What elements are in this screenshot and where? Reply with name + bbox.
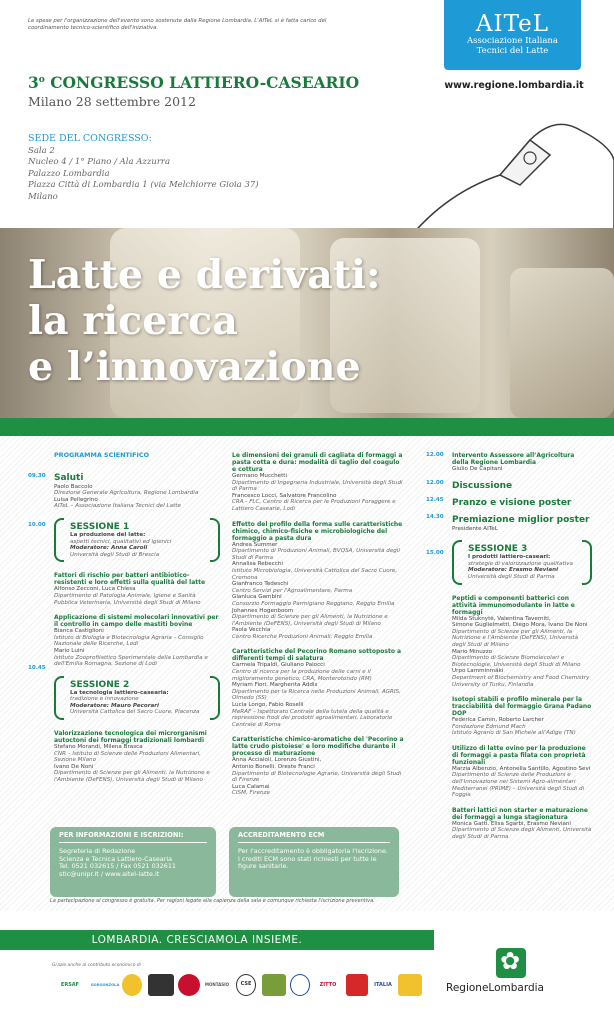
session-title: SESSIONE 1 bbox=[70, 521, 130, 532]
affiliation: Dipartimento di Scienze Biomolecolari e Biotecnologie, Università degli Studi di Milano bbox=[452, 655, 581, 668]
talk bbox=[232, 736, 404, 797]
speaker: Monica Gatti, Elisa Sgarbi, Erasmo Neviani bbox=[452, 820, 571, 827]
sponsor-logo bbox=[122, 974, 142, 996]
session-moderator: Moderatore: Erasmo Neviani bbox=[468, 567, 559, 574]
agenda-item: Pranzo e visione poster bbox=[452, 497, 572, 508]
affiliation: Istituto Zooprofilattico Sperimentale della Lombardia e dell'Emilia Romagna, Sezione di Lodi bbox=[54, 654, 208, 668]
talk bbox=[232, 452, 404, 513]
affiliation: MeRAF – Ispettorato Centrale della tutela della qualità e repressione frodi dei prodotti agroalimentari, Laboratorio Centrale di Roma bbox=[232, 708, 393, 728]
session-topic: La produzione del latte: bbox=[70, 531, 146, 538]
session-moderator: Moderatore: Mauro Pecorari bbox=[70, 702, 159, 709]
affiliation: Dipartimento di Scienze delle Produzioni e dell'Innovazione nei Sistemi Agro-alimentari Mediterranei (PRIME) – Università degli Studi di Foggia bbox=[452, 772, 585, 799]
sponsor-logo-zitto: ZITTO bbox=[319, 982, 337, 988]
speaker: Simone Guglielmetti, Diego Mora, Ivano De Noni bbox=[452, 622, 588, 629]
session-subtopic: aspetti tecnici, qualitativi ed igienici bbox=[70, 538, 172, 545]
slogan-text: LOMBARDIA. CRESCIAMOLA INSIEME. bbox=[91, 934, 303, 946]
main-title-line: la ricerca bbox=[28, 298, 238, 344]
ecm-heading: ACCREDITAMENTO ECM bbox=[238, 832, 390, 843]
affiliation: Department of Biochemistry and Food Chemistry University of Turku, Finlandia bbox=[452, 674, 590, 688]
speaker: Milda Stuknytė, Valentina Taverniti, bbox=[452, 615, 551, 622]
ecm-box bbox=[229, 827, 399, 897]
session-subtopic: tradizione e innovazione bbox=[70, 696, 139, 703]
talk bbox=[452, 807, 592, 841]
affiliation: Dipartimento di Biotecnologie Agrarie, Università degli Studi di Firenze bbox=[232, 770, 402, 784]
talk-title: Caratteristiche chimico-aromatiche del 'Pecorino a latte crudo pistoiese' e loro modifiche durante il processo di maturazione bbox=[232, 736, 404, 758]
time-label: 12.00 bbox=[426, 452, 444, 458]
affiliation: Dipartimento di Scienze per gli Alimenti, la Nutrizione e l'Ambiente (DeFENS), Università degli Studi di Milano bbox=[54, 770, 210, 784]
info-box bbox=[50, 827, 216, 897]
program-column-1 bbox=[54, 452, 220, 792]
affiliation: Centro Servizi per l'Agroalimentare, Parma bbox=[232, 587, 353, 594]
venue-line: Nucleo 4 / 1° Piano / Ala Azzurra bbox=[28, 157, 171, 168]
speaker: Federica Camin, Roberto Larcher bbox=[452, 717, 544, 724]
program-column-3 bbox=[452, 452, 592, 849]
talk bbox=[232, 521, 404, 641]
talk-title: Effetto del profilo della forma sulle caratteristiche chimico, chimico-fisiche e microbiologiche del formaggio a pasta dura bbox=[232, 520, 403, 542]
venue-line: Sala 2 bbox=[28, 145, 55, 156]
venue-line: Piazza Città di Lombardia 1 (via Melchiorre Gioia 37) bbox=[28, 180, 259, 191]
session-moderator: Moderatore: Anna Caroli bbox=[70, 545, 148, 552]
speaker: Annalisa Rebecchi bbox=[232, 561, 283, 568]
time-label: 12.45 bbox=[426, 497, 444, 503]
info-phone: Tel. 0521 032615 / Fax 0521 032611 bbox=[59, 862, 177, 871]
affiliation: CRA - FLC, Centro di Ricerca per le Produzioni Foraggere e Lattiero Casearie, Lodi bbox=[232, 499, 396, 512]
affiliation: Centro Ricerche Produzioni Animali, Reggio Emilia bbox=[232, 633, 373, 640]
info-line: Segreteria di Redazione bbox=[59, 847, 136, 856]
speaker: Paola Vecchia bbox=[232, 627, 271, 634]
speaker: Mario Luini bbox=[54, 647, 85, 654]
ecm-line: I crediti ECM sono stati richiesti per tutte le figure sanitarie. bbox=[238, 854, 377, 871]
info-heading: PER INFORMAZIONI E ISCRIZIONI: bbox=[59, 832, 207, 843]
speaker: Myriam Fiori, Margherita Addis bbox=[232, 682, 318, 689]
talk-title: Le dimensioni dei granuli di cagliata di formaggi a pasta cotta e dura: modalità di taglio del coagulo e cottura bbox=[232, 452, 403, 473]
affiliation: Consorzio Formaggio Parmigiano Reggiano, Reggio Emilia bbox=[232, 600, 395, 607]
disclaimer-note: Le spese per l'organizzazione dell'evento sono sostenute dalla Regione Lombardia. L'AITeL si è fatta carico del coordinamento tecnico-scientifico dell'iniziativa. bbox=[28, 18, 327, 31]
sponsor-logo bbox=[398, 974, 422, 996]
sponsor-logo-montasio: MONTASIO bbox=[204, 982, 229, 987]
speaker: Marzia Albenzio, Antonella Santillo, Agostino Sevi bbox=[452, 765, 591, 772]
sponsor-logo-italia: ITALIA bbox=[374, 982, 392, 988]
congress-date: Milano 28 settembre 2012 bbox=[28, 94, 196, 109]
talk-title: Intervento Assessore all’Agricoltura della Regione Lombardia bbox=[452, 452, 575, 466]
affiliation: Dipartimento di Produzioni Animali, BVQSA, Università degli Studi di Parma bbox=[232, 548, 400, 561]
support-note: Grazie anche al contributo economico di bbox=[52, 963, 141, 968]
sponsor-logo bbox=[262, 974, 286, 996]
talk-title: Utilizzo di latte ovino per la produzione di formaggi a pasta filata con proprietà funzionali bbox=[452, 744, 586, 766]
session-moderator-affiliation: Università degli Studi di Brescia bbox=[70, 551, 160, 558]
speaker: Lucia Longo, Fabio Roselli bbox=[232, 702, 304, 709]
website-link[interactable]: www.regione.lombardia.it bbox=[444, 80, 584, 91]
congress-title bbox=[28, 73, 359, 92]
regione-lombardia-logo bbox=[440, 922, 614, 1002]
aitel-name: AITeL bbox=[475, 11, 550, 37]
session-1-box bbox=[54, 518, 220, 562]
speaker: Gianfranco Tedeschi bbox=[232, 581, 289, 588]
talk-title: Fattori di rischio per batteri antibiotico-resistenti e loro effetti sulla qualità del latte bbox=[54, 572, 206, 587]
agenda-item: Premiazione miglior poster bbox=[452, 514, 590, 525]
session-subtopic: strategie di valorizzazione qualitativa bbox=[468, 560, 573, 567]
sponsor-logo bbox=[346, 974, 368, 996]
session-topic: I prodotti lattiero-caseari: bbox=[468, 554, 551, 561]
time-label: 09.30 bbox=[28, 473, 46, 479]
affiliation: Dipartimento di Patologia Animale, Igiene e Sanità Pubblica Veterinaria, Università degli Studi di Milano bbox=[54, 592, 201, 606]
session-moderator-affiliation: Università Cattolica del Sacro Cuore, Piacenza bbox=[70, 709, 200, 716]
speaker: Mario Minuzzo bbox=[452, 648, 493, 655]
main-title-line: Latte e derivati: bbox=[28, 252, 381, 298]
aitel-line2: Tecnici del Latte bbox=[476, 46, 549, 56]
speaker: Johannes Hogenboom bbox=[232, 607, 294, 614]
session-title: SESSIONE 3 bbox=[468, 544, 528, 555]
time-label: 15.00 bbox=[426, 550, 444, 556]
speaker: Bianca Castiglioni bbox=[54, 628, 104, 635]
speaker: Anna Acciaioli, Lorenzo Giustini, bbox=[232, 757, 322, 764]
speaker: Germano Mucchetti bbox=[232, 473, 288, 479]
speaker: Urpo Lamminmäki bbox=[452, 668, 504, 675]
speaker: Carmela Tripaldi, Giuliano Palocci bbox=[232, 662, 325, 669]
talk-title: Peptidi e componenti batterici con attività immunomodulante in latte e formaggi bbox=[452, 594, 575, 616]
sponsor-logo bbox=[148, 974, 174, 996]
rosa-camuna-icon: ✿ bbox=[496, 948, 526, 978]
talk bbox=[452, 696, 592, 737]
session-2-box bbox=[54, 676, 220, 720]
affiliation: Fondazione Edmund Mach bbox=[452, 723, 526, 730]
talk-title: Applicazione di sistemi molecolari innovativi per il controllo in campo delle mastiti bovine bbox=[54, 614, 219, 629]
venue-line: Palazzo Lombardia bbox=[28, 168, 110, 179]
congress-ordinal: o bbox=[38, 74, 45, 85]
affiliation: AITeL – Associazione Italiana Tecnici del Latte bbox=[54, 503, 181, 510]
affiliation: Istituto di Biologia e Biotecnologia Agraria – Consiglio Nazionale delle Ricerche, Lodi bbox=[54, 634, 204, 648]
session-3-box bbox=[452, 540, 592, 584]
speaker: Antonio Bonelli, Oreste Franci bbox=[232, 764, 315, 770]
speaker: Ivano De Noni bbox=[54, 763, 94, 770]
session-topic: La tecnologia lattiero-casearia: bbox=[70, 689, 169, 696]
program-column-2 bbox=[232, 452, 404, 805]
sponsor-logo-ersaf: ERSAF bbox=[60, 982, 80, 988]
talk bbox=[452, 745, 592, 799]
congress-number: 3 bbox=[28, 73, 39, 92]
speaker: Giulio De Capitani bbox=[452, 466, 503, 472]
affiliation: Direzione Generale Agricoltura, Regione Lombardia bbox=[54, 490, 199, 497]
affiliation: Centro di ricerca per la produzione delle carni e il miglioramento genetico, CRA, Monterotondo (RM) bbox=[232, 669, 372, 682]
time-label: 14.30 bbox=[426, 514, 444, 520]
talk-title: Valorizzazione tecnologica dei microrganismi autoctoni dei formaggi tradizionali lombardi bbox=[54, 730, 207, 745]
time-label: 10.00 bbox=[28, 522, 46, 528]
agenda-item: Discussione bbox=[452, 480, 513, 491]
speaker: Presidente AITeL bbox=[452, 525, 498, 532]
affiliation: Dipartimento di Scienze per gli Alimenti, la Nutrizione e l'Ambiente (DeFENS), Università degli Studi di Milano bbox=[232, 614, 388, 627]
congress-name: CONGRESSO LATTIERO-CASEARIO bbox=[44, 73, 360, 92]
sponsor-logo-cse: CSE bbox=[236, 974, 256, 996]
affiliation: Istituto Agrario di San Michele all'Adige (TN) bbox=[452, 730, 576, 737]
affiliation: Istituto Microbiologia, Università Cattolica del Sacro Cuore, Cremona bbox=[232, 567, 398, 581]
speaker: Gianluca Gambini bbox=[232, 594, 282, 601]
speaker: Luca Calamai bbox=[232, 783, 270, 790]
main-title-line: e l’innovazione bbox=[28, 344, 361, 390]
talk bbox=[54, 730, 220, 784]
speaker: Paolo Baccolo bbox=[54, 483, 93, 490]
talk bbox=[54, 614, 220, 668]
venue-line: Milano bbox=[28, 191, 58, 202]
sponsor-logo bbox=[290, 974, 310, 996]
green-divider bbox=[0, 418, 614, 436]
sponsor-logo bbox=[178, 974, 200, 996]
slogan-bar bbox=[0, 930, 434, 950]
rl-brand-text: RegioneLombardia bbox=[446, 982, 544, 994]
session-moderator-affiliation: Università degli Studi di Parma bbox=[468, 573, 555, 580]
aitel-logo bbox=[444, 0, 581, 70]
saluti-title: Saluti bbox=[54, 472, 84, 483]
speaker: Andrea Summer bbox=[232, 541, 278, 548]
time-label: 10.45 bbox=[28, 665, 46, 671]
session-title: SESSIONE 2 bbox=[70, 679, 130, 690]
time-label: 12.00 bbox=[426, 480, 444, 486]
info-contact-link[interactable]: stlc@unipr.it / www.aitel-latte.it bbox=[59, 869, 160, 878]
program-heading: PROGRAMMA SCIENTIFICO bbox=[54, 451, 150, 459]
affiliation: Dipartimento di Scienze per gli Alimenti, la Nutrizione e l'Ambiente (DeFENS), Università degli Studi di Milano bbox=[452, 628, 579, 648]
affiliation: Dipartimento di Scienze degli Alimenti, Università degli Studi di Parma bbox=[452, 827, 592, 841]
main-title bbox=[28, 252, 381, 390]
talk bbox=[54, 572, 220, 606]
participation-note: La partecipazione al congresso è gratuita. Per ragioni legate alla capienza della sala è comunque richiesta l'iscrizione preventiva. bbox=[50, 898, 375, 904]
affiliation: CNR – Istituto di Scienze delle Produzioni Alimentari, Sezione Milano bbox=[54, 750, 201, 764]
venue-heading: SEDE DEL CONGRESSO: bbox=[28, 133, 152, 144]
speaker: Stefano Morandi, Milena Brasca bbox=[54, 744, 143, 751]
affiliation: Dipartimento di Ingegneria Industriale, Università degli Studi di Parma bbox=[232, 479, 403, 493]
speaker: Francesco Locci, Salvatore Francolino bbox=[232, 492, 337, 499]
talk-title: Isotopi stabili e profilo minerale per la tracciabilità del formaggio Grana Padano DOP bbox=[452, 696, 592, 718]
talk-title: Batteri lattici non starter e maturazione dei formaggi a lunga stagionatura bbox=[452, 806, 588, 821]
talk-title: Caratteristiche del Pecorino Romano sottoposto a differenti tempi di salatura bbox=[232, 648, 402, 663]
ecm-line: Per l'accreditamento è obbligatoria l'iscrizione. bbox=[238, 847, 388, 856]
venue-block bbox=[28, 133, 259, 204]
affiliation: Dipartimento per la Ricerca nelle Produzioni Animali, AGRIS, Olmedo (SS) bbox=[232, 688, 401, 702]
talk bbox=[452, 595, 592, 689]
info-line: Scienza e Tecnica Lattiero-Casearia bbox=[59, 854, 173, 863]
speaker: Alfonso Zecconi, Luca Chiesa bbox=[54, 586, 136, 593]
affiliation: CISM, Firenze bbox=[232, 790, 270, 797]
sponsor-logo-gorgonzola: GORGONZOLA bbox=[90, 983, 120, 987]
aitel-line1: Associazione Italiana bbox=[467, 36, 558, 46]
speaker: Luisa Pellegrino bbox=[54, 496, 98, 503]
talk bbox=[232, 648, 404, 728]
